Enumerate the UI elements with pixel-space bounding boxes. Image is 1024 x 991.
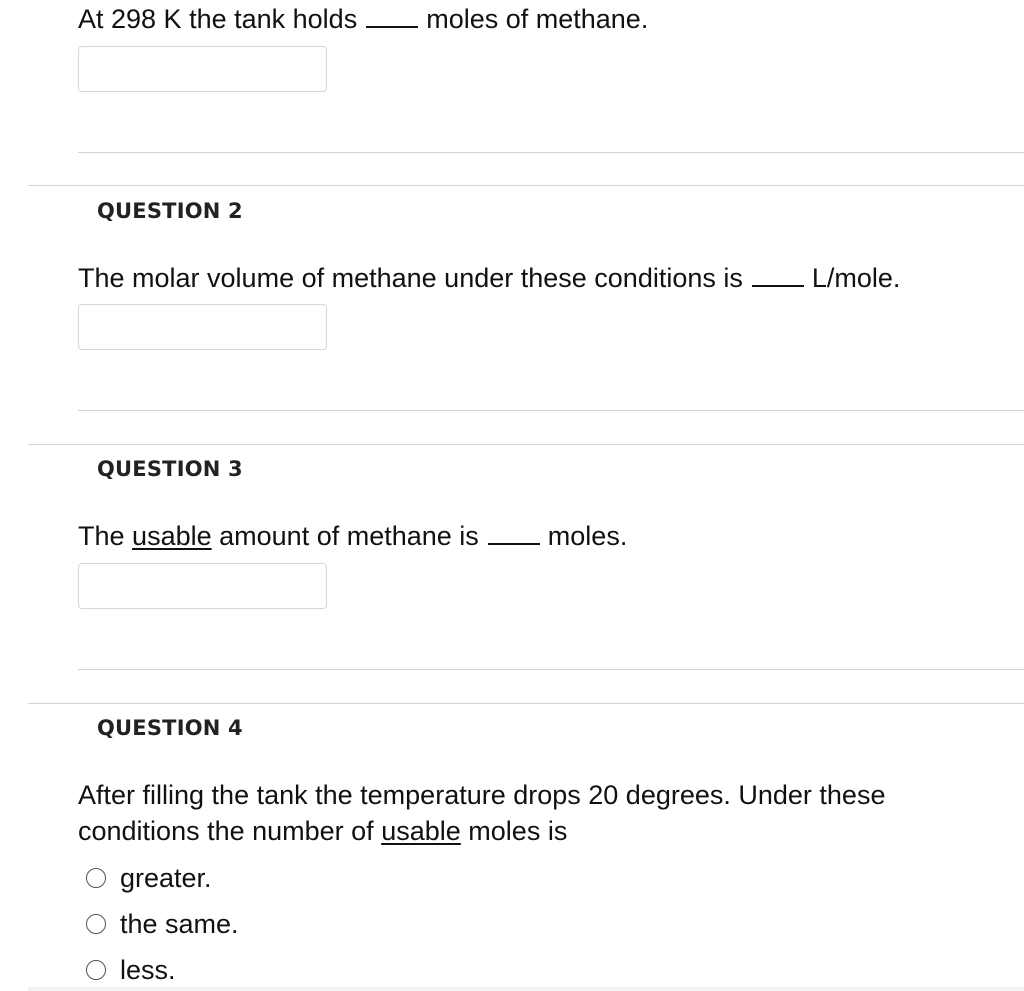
q2-text-after: L/mole. [811,263,901,293]
q3-heading: QUESTION 3 [97,457,243,481]
q4-prompt-line1: After filling the tank the temperature drops 20 degrees. Under these [78,780,886,810]
q3-answer-input[interactable] [78,563,327,609]
q1-text-before: At 298 K the tank holds [78,4,358,34]
q3-blank [488,523,540,545]
q4-option-same[interactable] [86,906,239,942]
q4-option-greater[interactable] [86,860,212,896]
q4-prompt-line2 [78,813,1018,849]
radio-button[interactable] [86,868,106,888]
question-separator [28,185,1024,186]
q4-prompt [78,777,1018,849]
q4-option-label: the same. [120,909,239,939]
q3-divider [78,669,1024,670]
q4-text-before: conditions the number of [78,816,374,846]
q4-option-label: less. [120,955,176,985]
q3-text-after: moles. [547,521,628,551]
q1-answer-input[interactable] [78,46,327,92]
question-separator [28,444,1024,445]
q2-divider [78,410,1024,411]
q2-answer-input[interactable] [78,304,327,350]
q3-text-mid: amount of methane is [219,521,479,551]
q2-text-before: The molar volume of methane under these conditions is [78,263,743,293]
q3-text-before: The [78,521,125,551]
radio-button[interactable] [86,914,106,934]
q4-underlined-word: usable [381,816,461,846]
q2-blank [752,265,804,287]
radio-button[interactable] [86,960,106,980]
q4-option-label: greater. [120,863,212,893]
q1-text-after: moles of methane. [426,4,649,34]
q4-heading: QUESTION 4 [97,716,243,740]
q1-divider [78,152,1024,153]
q1-prompt [78,1,648,37]
q2-prompt [78,260,900,296]
q4-text-after: moles is [468,816,568,846]
page-bottom-edge [28,987,1024,991]
q3-underlined-word: usable [132,521,212,551]
q3-prompt [78,518,627,554]
q2-heading: QUESTION 2 [97,199,243,223]
q1-blank [366,6,418,28]
q4-option-less[interactable] [86,952,176,988]
question-separator [28,703,1024,704]
